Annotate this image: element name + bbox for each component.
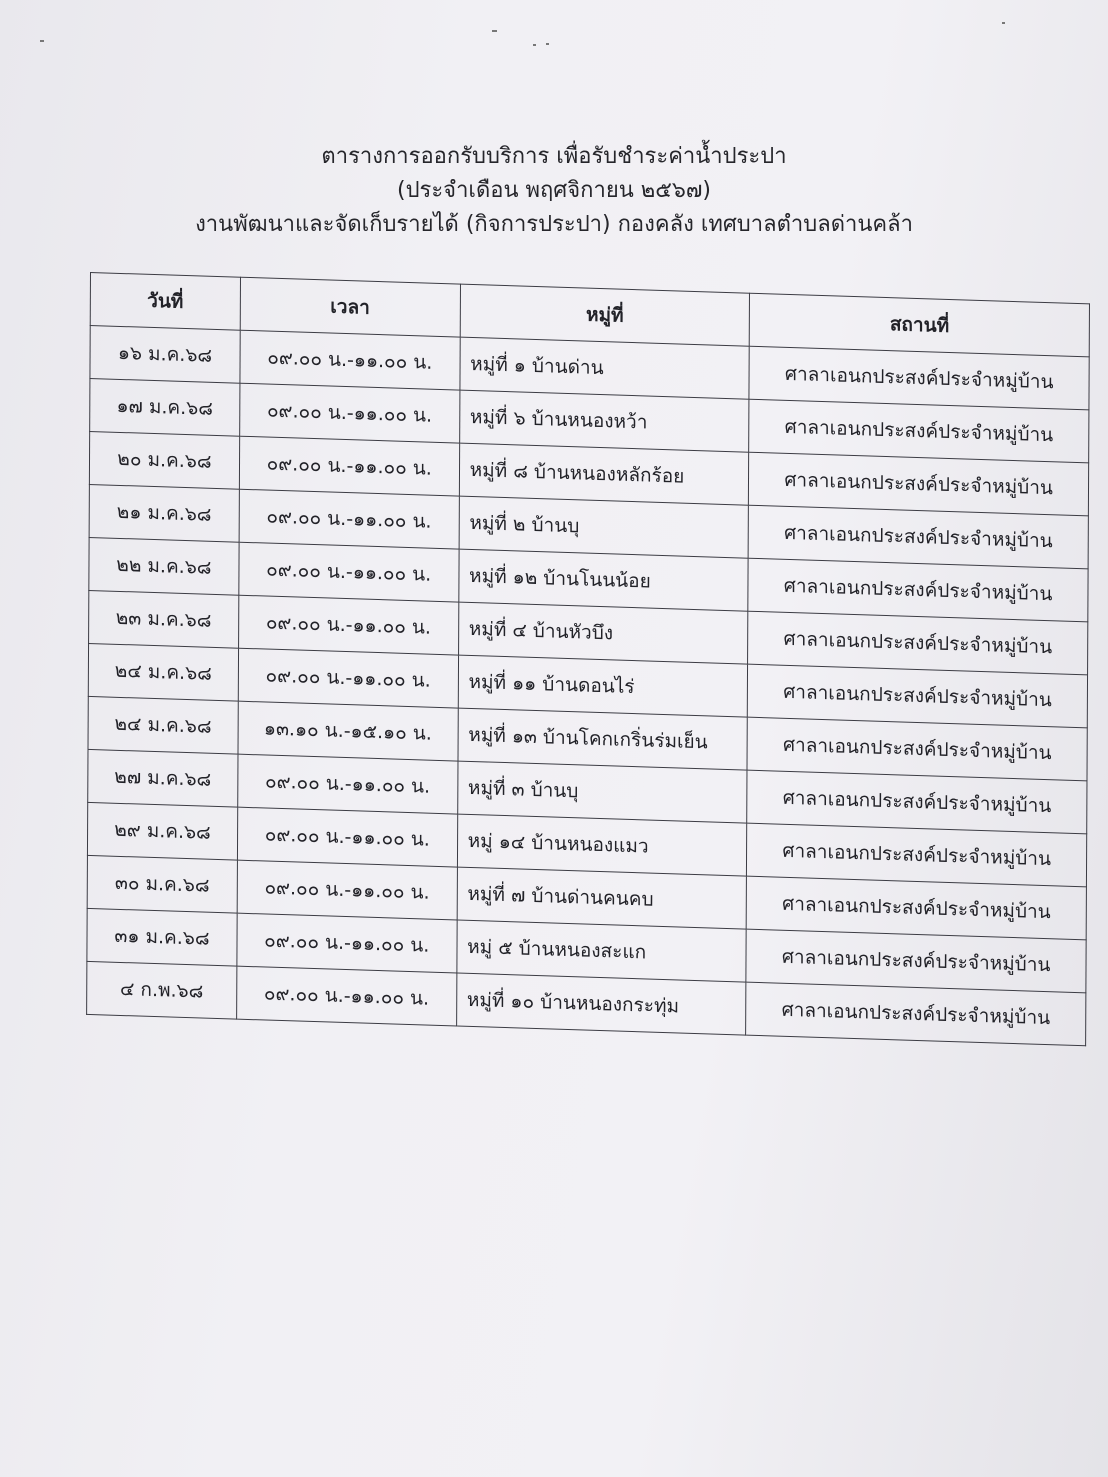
header-village: หมู่ที่ — [460, 284, 750, 346]
cell-village: หมู่ที่ ๑ บ้านด่าน — [460, 337, 750, 399]
cell-place: ศาลาเอนกประสงค์ประจำหมู่บ้าน — [746, 876, 1086, 940]
cell-village: หมู่ที่ ๔ บ้านหัวบึง — [458, 602, 748, 664]
cell-time: ๐๙.๐๐ น.-๑๑.๐๐ น. — [240, 383, 460, 443]
cell-place: ศาลาเอนกประสงค์ประจำหมู่บ้าน — [747, 717, 1087, 781]
cell-village: หมู่ที่ ๖ บ้านหนองหว้า — [459, 390, 749, 452]
cell-date: ๔ ก.พ.๖๘ — [87, 961, 237, 1019]
document-department: งานพัฒนาและจัดเก็บรายได้ (กิจการประปา) กองคลัง เทศบาลตำบลด่านคล้า — [195, 212, 913, 237]
header-time: เวลา — [240, 277, 460, 337]
cell-date: ๓๐ ม.ค.๖๘ — [87, 855, 237, 913]
cell-village: หมู่ที่ ๓ บ้านบุ — [457, 761, 747, 823]
cell-village: หมู่ที่ ๘ บ้านหนองหลักร้อย — [459, 443, 749, 505]
cell-time: ๑๓.๑๐ น.-๑๕.๑๐ น. — [238, 701, 458, 761]
cell-time: ๐๙.๐๐ น.-๑๑.๐๐ น. — [237, 807, 457, 867]
schedule-table — [86, 272, 1090, 1046]
cell-time: ๐๙.๐๐ น.-๑๑.๐๐ น. — [239, 489, 459, 549]
cell-date: ๒๔ ม.ค.๖๘ — [88, 696, 238, 754]
cell-time: ๐๙.๐๐ น.-๑๑.๐๐ น. — [239, 436, 459, 496]
paper-speck — [1002, 22, 1005, 24]
cell-village: หมู่ที่ ๑๓ บ้านโคกเกริ่นร่มเย็น — [458, 708, 748, 770]
cell-date: ๓๑ ม.ค.๖๘ — [87, 908, 237, 966]
cell-date: ๒๑ ม.ค.๖๘ — [89, 484, 239, 542]
cell-village: หมู่ ๑๔ บ้านหนองแมว — [457, 814, 747, 876]
cell-date: ๒๒ ม.ค.๖๘ — [89, 537, 239, 595]
paper-speck — [546, 43, 549, 45]
document-title: ตารางการออกรับบริการ เพื่อรับชำระค่าน้ำประปา — [321, 144, 787, 169]
document-header — [0, 140, 1108, 242]
cell-place: ศาลาเอนกประสงค์ประจำหมู่บ้าน — [748, 558, 1088, 622]
cell-village: หมู่ที่ ๑๑ บ้านดอนไร่ — [458, 655, 748, 717]
cell-village: หมู่ที่ ๑๒ บ้านโนนน้อย — [458, 549, 748, 611]
cell-date: ๑๖ ม.ค.๖๘ — [90, 326, 240, 384]
cell-place: ศาลาเอนกประสงค์ประจำหมู่บ้าน — [747, 823, 1087, 887]
cell-place: ศาลาเอนกประสงค์ประจำหมู่บ้าน — [748, 611, 1088, 675]
cell-village: หมู่ที่ ๒ บ้านบุ — [459, 496, 749, 558]
cell-place: ศาลาเอนกประสงค์ประจำหมู่บ้าน — [749, 346, 1089, 410]
cell-time: ๐๙.๐๐ น.-๑๑.๐๐ น. — [236, 966, 456, 1026]
cell-time: ๐๙.๐๐ น.-๑๑.๐๐ น. — [238, 754, 458, 814]
cell-time: ๐๙.๐๐ น.-๑๑.๐๐ น. — [238, 595, 458, 655]
cell-time: ๐๙.๐๐ น.-๑๑.๐๐ น. — [238, 648, 458, 708]
paper-speck — [40, 40, 44, 42]
cell-date: ๒๗ ม.ค.๖๘ — [88, 749, 238, 807]
cell-place: ศาลาเอนกประสงค์ประจำหมู่บ้าน — [746, 929, 1086, 993]
cell-time: ๐๙.๐๐ น.-๑๑.๐๐ น. — [237, 913, 457, 973]
cell-date: ๒๐ ม.ค.๖๘ — [89, 431, 239, 489]
cell-time: ๐๙.๐๐ น.-๑๑.๐๐ น. — [239, 542, 459, 602]
cell-place: ศาลาเอนกประสงค์ประจำหมู่บ้าน — [748, 664, 1088, 728]
cell-date: ๒๙ ม.ค.๖๘ — [87, 802, 237, 860]
cell-village: หมู่ที่ ๑๐ บ้านหนองกระทุ่ม — [456, 973, 746, 1035]
cell-time: ๐๙.๐๐ น.-๑๑.๐๐ น. — [240, 330, 460, 390]
cell-place: ศาลาเอนกประสงค์ประจำหมู่บ้าน — [749, 399, 1089, 463]
paper-speck — [533, 44, 536, 46]
cell-place: ศาลาเอนกประสงค์ประจำหมู่บ้าน — [748, 505, 1088, 569]
cell-date: ๒๔ ม.ค.๖๘ — [88, 643, 238, 701]
document-subtitle: (ประจำเดือน พฤศจิกายน ๒๕๖๗) — [397, 178, 711, 203]
cell-time: ๐๙.๐๐ น.-๑๑.๐๐ น. — [237, 860, 457, 920]
cell-date: ๒๓ ม.ค.๖๘ — [89, 590, 239, 648]
cell-place: ศาลาเอนกประสงค์ประจำหมู่บ้าน — [747, 770, 1087, 834]
cell-place: ศาลาเอนกประสงค์ประจำหมู่บ้าน — [749, 452, 1089, 516]
cell-village: หมู่ ๕ บ้านหนองสะแก — [456, 920, 746, 982]
cell-village: หมู่ที่ ๗ บ้านด่านคนคบ — [457, 867, 747, 929]
header-date: วันที่ — [90, 273, 240, 331]
cell-date: ๑๗ ม.ค.๖๘ — [90, 378, 240, 436]
cell-place: ศาลาเอนกประสงค์ประจำหมู่บ้าน — [746, 982, 1086, 1046]
paper-speck — [492, 30, 497, 32]
header-place: สถานที่ — [750, 293, 1090, 357]
